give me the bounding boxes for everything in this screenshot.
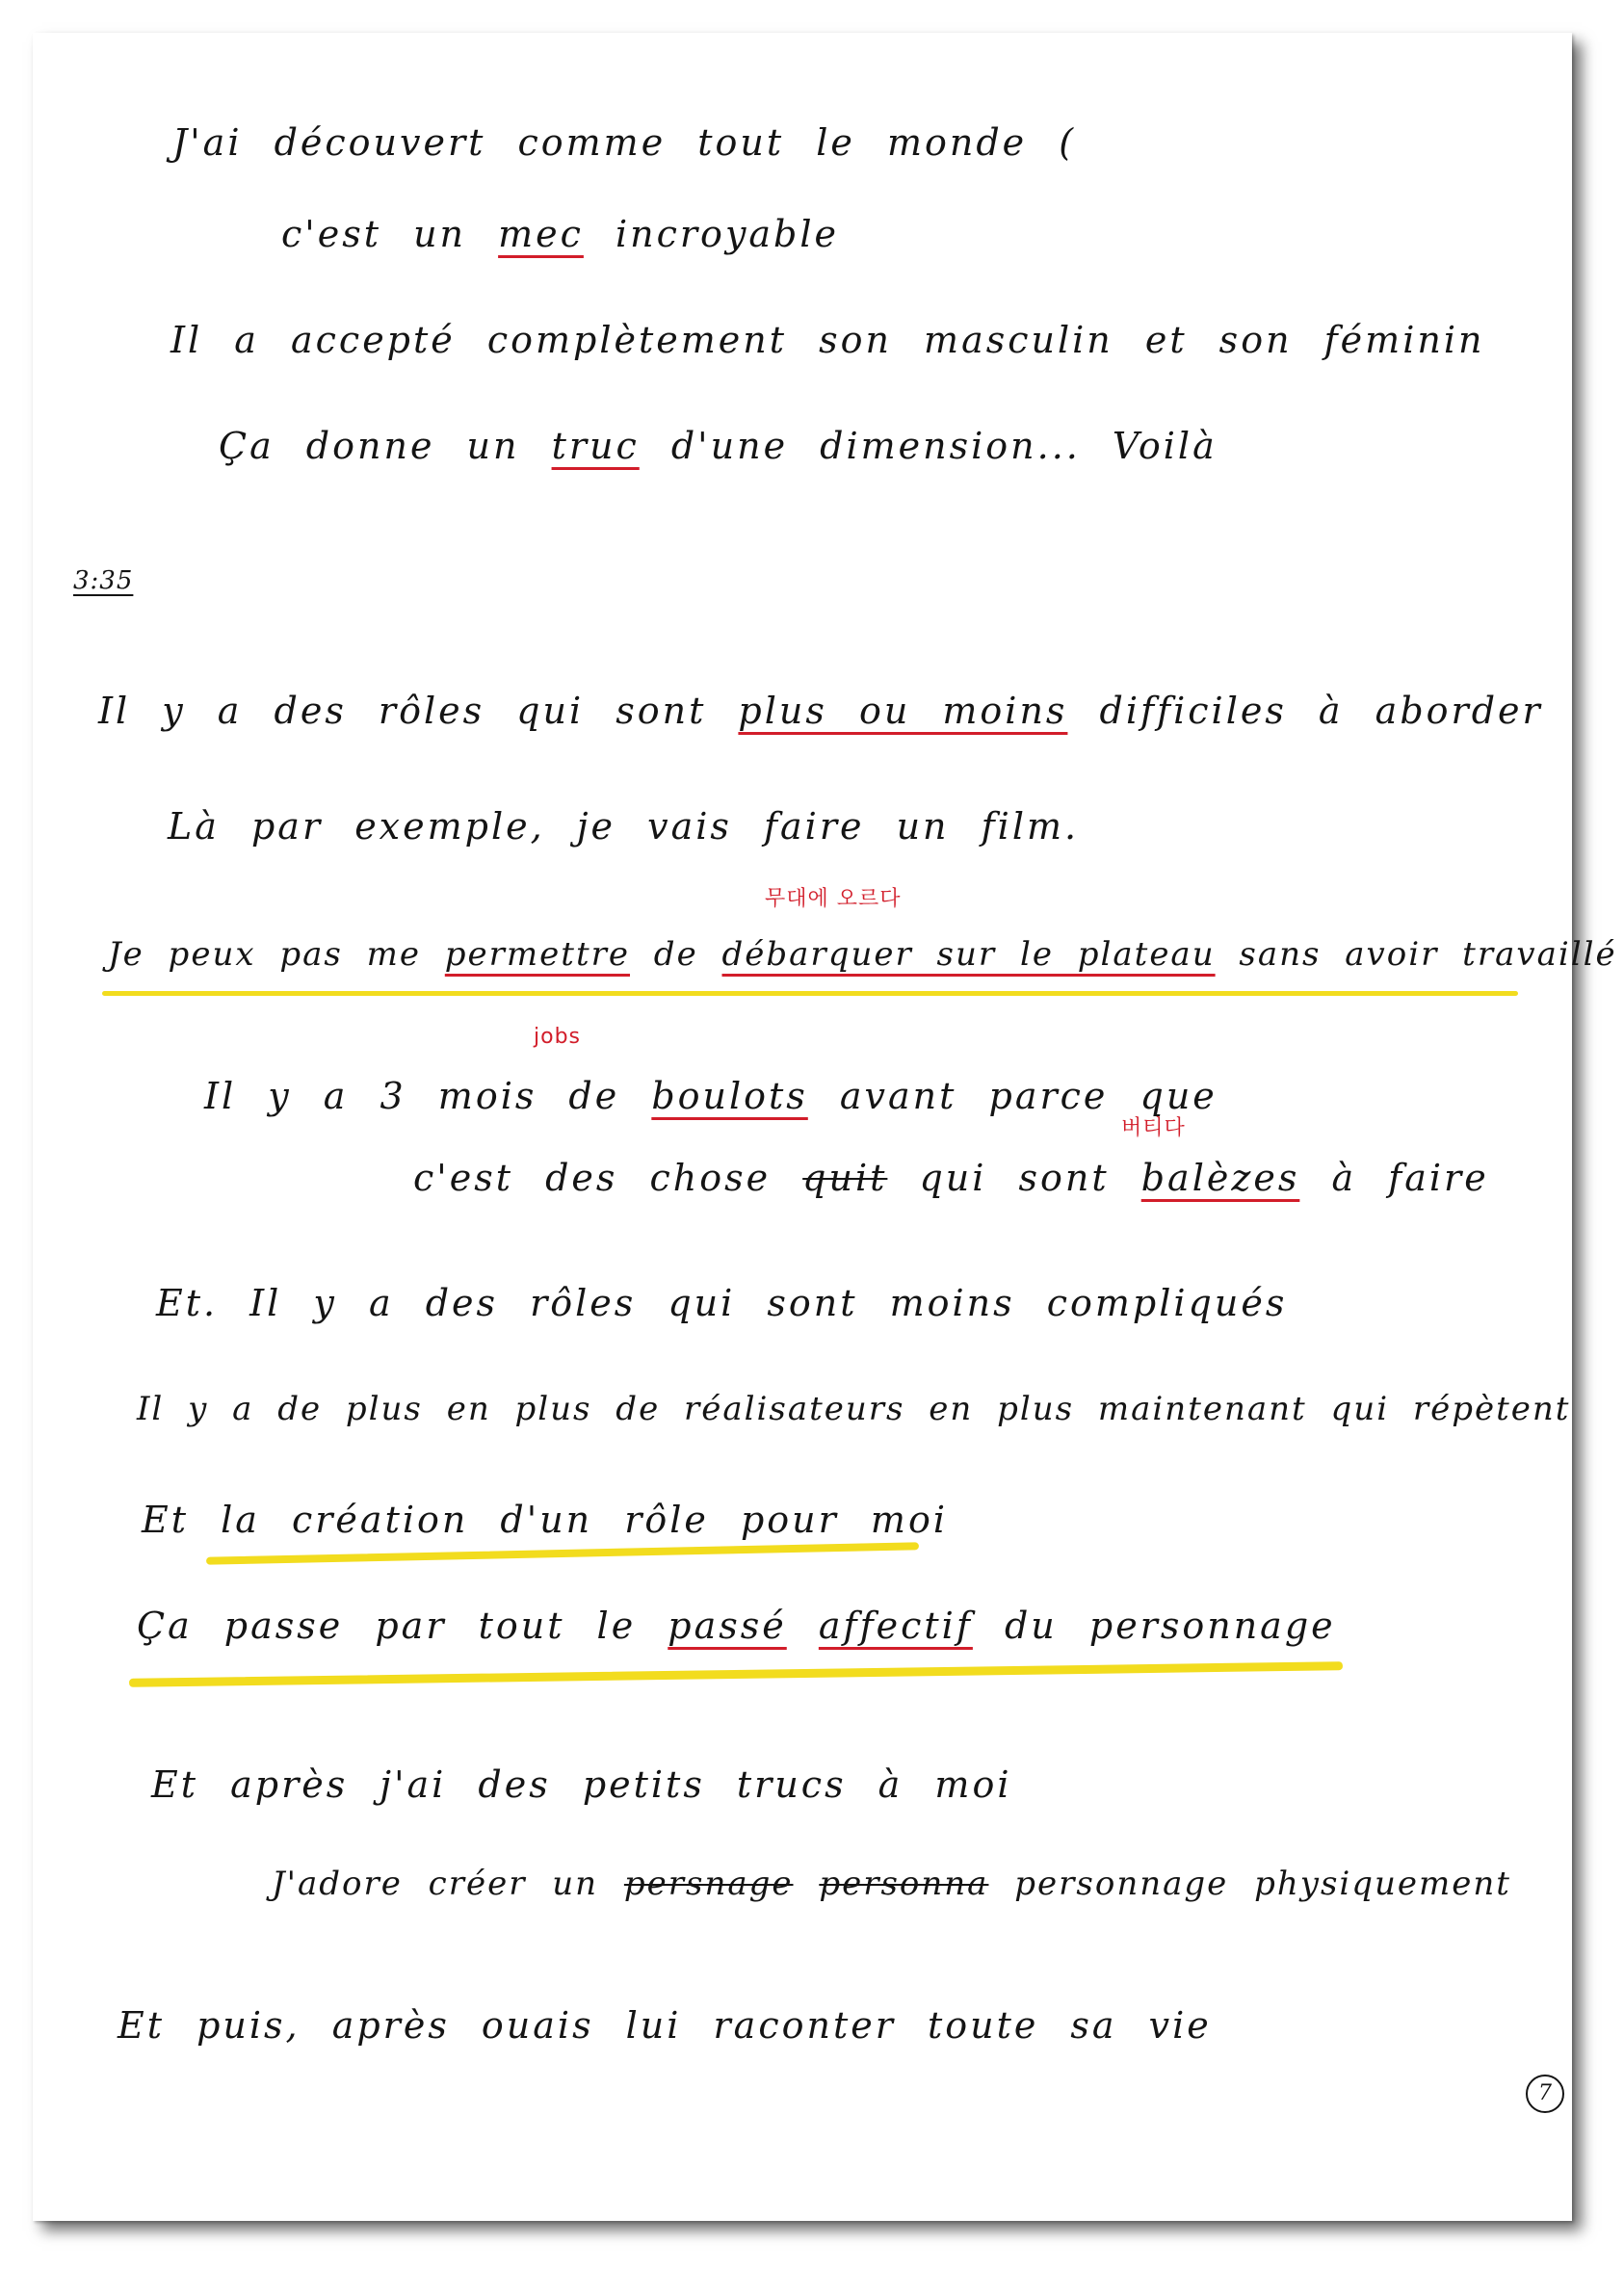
korean-gloss: 버티다 <box>1121 1116 1186 1140</box>
korean-gloss: 무대에 오르다 <box>765 887 902 911</box>
note-text <box>787 1605 819 1647</box>
underlined-word: débarquer sur le plateau <box>721 935 1216 974</box>
note-text: sans avoir travaillé <box>1215 935 1617 974</box>
note-text: Là par exemple, je vais faire un film. <box>168 805 1080 848</box>
note-text: c'est un <box>281 213 499 255</box>
underlined-word: boulots <box>651 1075 808 1117</box>
note-line <box>156 1282 1288 1324</box>
crossed-out-word: quit <box>802 1157 888 1199</box>
note-text: d'une dimension... Voilà <box>639 425 1218 467</box>
note-text: Il y a de plus en plus de réalisateurs en plus maintenant qui répètent <box>137 1390 1571 1428</box>
note-line <box>142 1499 948 1541</box>
note-line <box>281 213 840 255</box>
underlined-word: permettre <box>444 935 630 974</box>
note-line <box>98 690 1543 732</box>
page-number: 7 <box>1526 2075 1564 2113</box>
note-text: Et. Il y a des rôles qui sont moins compliqués <box>156 1282 1288 1324</box>
crossed-out-word: personna <box>819 1865 989 1903</box>
underlined-word: plus ou moins <box>738 690 1068 732</box>
note-text: Et puis, après ouais lui raconter toute sa vie <box>118 2004 1212 2047</box>
note-line <box>413 1157 1489 1199</box>
note-text: J'adore créer un <box>272 1865 624 1903</box>
highlight-mark <box>206 1542 919 1564</box>
note-text: personnage physiquement <box>988 1865 1511 1903</box>
note-text: de <box>630 935 722 974</box>
note-line <box>151 1763 1012 1806</box>
note-text: Et après j'ai des petits trucs à moi <box>151 1763 1012 1806</box>
note-text: Et la création d'un rôle pour moi <box>142 1499 948 1541</box>
note-text: Ça donne un <box>219 425 552 467</box>
underlined-word: mec <box>498 213 584 255</box>
crossed-out-word: persnage <box>623 1865 794 1903</box>
note-line <box>137 1605 1336 1647</box>
note-text: à faire <box>1299 1157 1489 1199</box>
note-line <box>172 121 1077 164</box>
note-text <box>794 1865 820 1903</box>
underlined-word: passé <box>668 1605 787 1647</box>
english-gloss: jobs <box>534 1025 581 1049</box>
note-text: du personnage <box>972 1605 1336 1647</box>
note-line <box>118 2004 1212 2047</box>
note-line <box>219 425 1218 467</box>
note-text: Je peux pas me <box>108 935 445 974</box>
notebook-page <box>33 33 1617 2221</box>
underlined-word: truc <box>551 425 640 467</box>
timestamp <box>73 568 133 593</box>
note-text: difficiles à aborder <box>1067 690 1543 732</box>
note-text: J'ai découvert comme tout le monde ( <box>172 121 1077 164</box>
note-text: Il y a des rôles qui sont <box>98 690 739 732</box>
highlight-mark <box>129 1661 1343 1687</box>
note-line <box>168 805 1080 848</box>
note-text: c'est des chose <box>413 1157 803 1199</box>
note-text: Il y a 3 mois de <box>204 1075 652 1117</box>
note-line <box>170 319 1485 361</box>
note-line <box>108 935 1617 974</box>
underlined-word: balèzes <box>1140 1157 1300 1199</box>
highlight-mark <box>102 991 1518 996</box>
note-line <box>204 1075 1218 1117</box>
note-text: avant parce que <box>807 1075 1218 1117</box>
note-line <box>272 1865 1511 1903</box>
underlined-word: affectif <box>818 1605 973 1647</box>
note-text: qui sont <box>887 1157 1141 1199</box>
timestamp-text: 3:35 <box>73 566 134 595</box>
note-text: Ça passe par tout le <box>137 1605 668 1647</box>
note-line <box>137 1390 1571 1428</box>
note-text: incroyable <box>583 213 840 255</box>
note-text: Il a accepté complètement son masculin et son féminin <box>170 319 1485 361</box>
